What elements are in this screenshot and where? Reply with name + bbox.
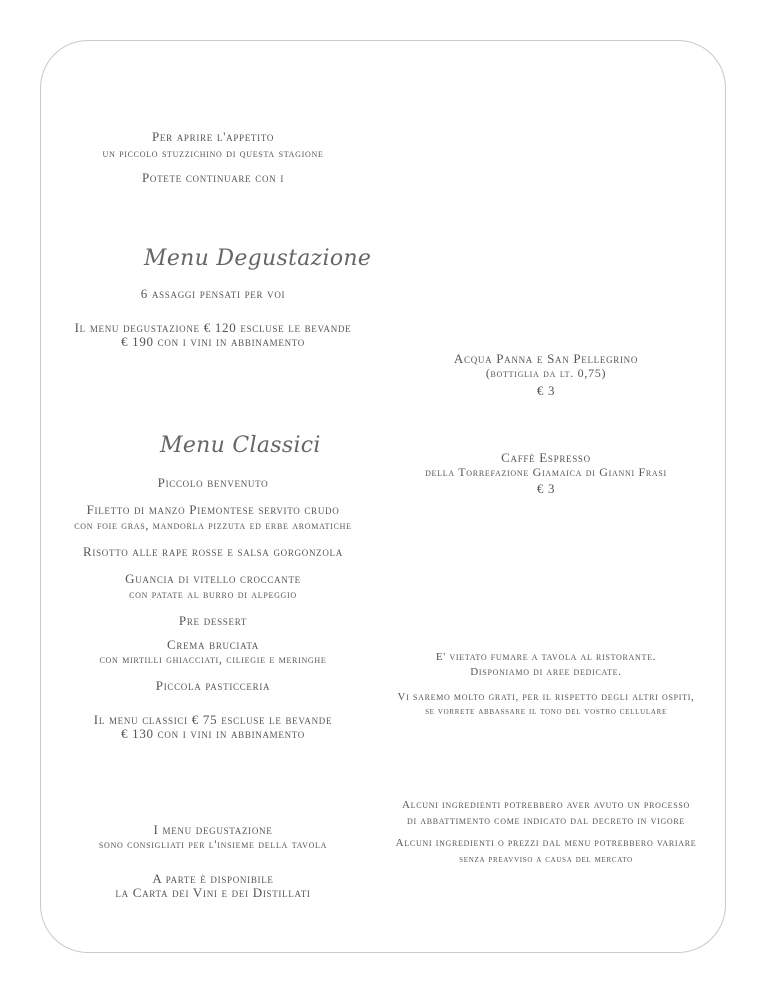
degustazione-price-1: Il menu degustazione € 120 escluse le bevande xyxy=(74,320,352,335)
degustazione-price-2: € 190 con i vini in abbinamento xyxy=(120,334,306,349)
course-item: Pre dessert xyxy=(178,613,248,628)
water-name: Acqua Panna e San Pellegrino xyxy=(453,351,639,366)
course-item: Crema bruciata xyxy=(166,637,260,652)
intro-continue: Potete continuare con i xyxy=(141,170,285,185)
classici-price-1: Il menu classici € 75 escluse le bevande xyxy=(93,712,333,727)
coffee-origin: della Torrefazione Giamaica di Gianni Frasi xyxy=(425,465,667,479)
no-smoking-notice: E' vietato fumare a tavola al ristorante. xyxy=(435,651,657,663)
course-item: Piccola pasticceria xyxy=(155,678,271,693)
prices-notice-2: senza preavviso a causa del mercato xyxy=(459,854,633,865)
smoking-area-notice: Disponiamo di aree dedicate. xyxy=(470,666,622,678)
ingredients-notice-2: di abbattimento come indicato dal decreto in vigore xyxy=(406,815,686,827)
phone-notice-1: Vi saremo molto grati, per il rispetto degli altri ospiti, xyxy=(397,691,695,703)
water-price: € 3 xyxy=(536,383,556,398)
coffee-price: € 3 xyxy=(536,481,556,496)
course-detail: con foie gras, mandorla pizzuta ed erbe aromatiche xyxy=(74,518,352,532)
course-detail: con patate al burro di alpeggio xyxy=(129,587,297,601)
course-item: Piccolo benvenuto xyxy=(157,475,269,490)
phone-notice-2: se vorrete abbassare il tono del vostro cellulare xyxy=(425,706,667,717)
course-item: Guancia di vitello croccante xyxy=(125,571,301,586)
degustazione-subtitle: 6 assaggi pensati per voi xyxy=(140,286,286,301)
prices-notice-1: Alcuni ingredienti o prezzi dal menu potrebbero variare xyxy=(395,837,697,849)
course-item: Risotto alle rape rosse e salsa gorgonzola xyxy=(83,544,343,559)
degustazione-title: Menu Degustazione xyxy=(144,246,372,271)
coffee-name: Caffè Espresso xyxy=(501,450,591,465)
wine-list-note: A parte è disponibile xyxy=(152,871,274,886)
ingredients-notice-1: Alcuni ingredienti potrebbero aver avuto un processo xyxy=(402,799,690,811)
degustazione-note-detail: sono consigliati per l'insieme della tavola xyxy=(98,837,328,851)
course-detail: con mirtilli ghiacciati, ciliegie e meringhe xyxy=(99,652,327,666)
intro-heading: Per aprire l'appetito xyxy=(151,129,275,144)
water-size: (bottiglia da lt. 0,75) xyxy=(485,366,607,380)
classici-price-2: € 130 con i vini in abbinamento xyxy=(120,726,306,741)
course-item: Filetto di manzo Piemontese servito crudo xyxy=(86,502,340,517)
degustazione-note: I menu degustazione xyxy=(153,822,273,837)
intro-subtext: un piccolo stuzzichino di questa stagione xyxy=(102,146,324,160)
classici-title: Menu Classici xyxy=(160,433,321,458)
wine-list-title: la Carta dei Vini e dei Distillati xyxy=(115,885,311,900)
